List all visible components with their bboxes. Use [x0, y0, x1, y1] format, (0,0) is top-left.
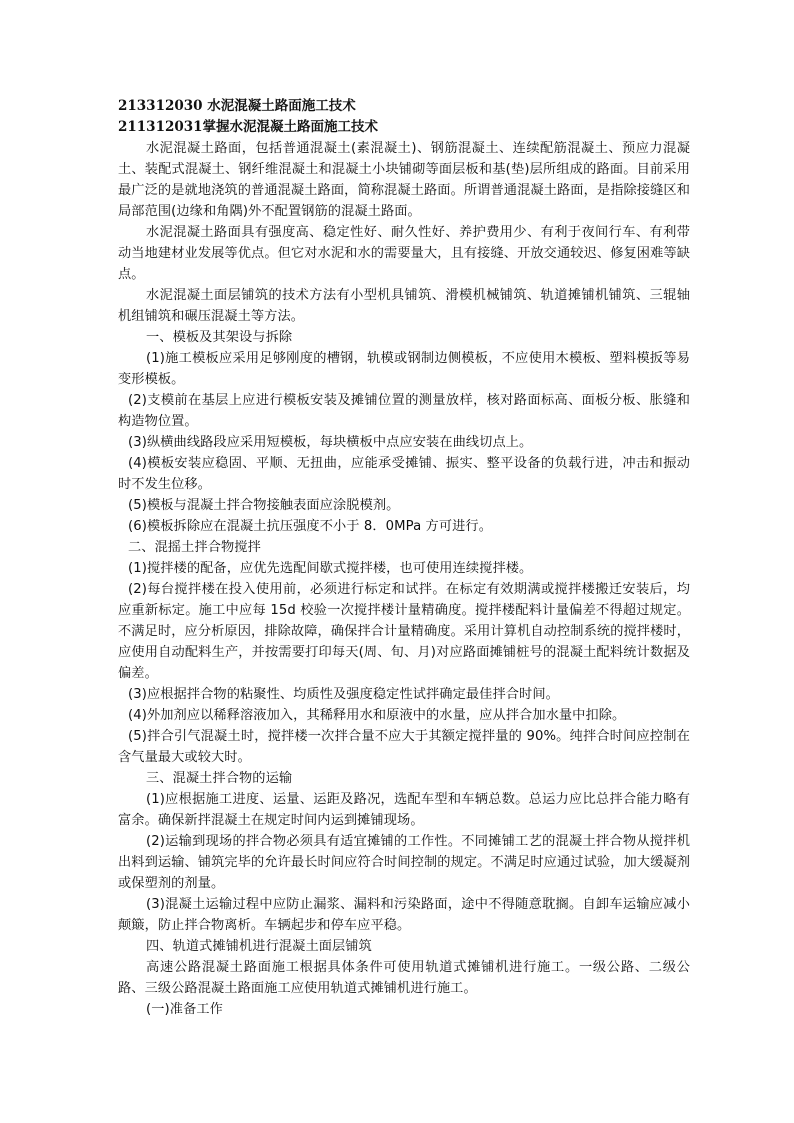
- list-item: (2)运输到现场的拌合物必须具有适宜摊铺的工作性。不同摊铺工艺的混凝土拌合物从搅拌机出料到运输、铺筑完毕的允许最长时间应符合时间控制的规定。不满足时应通过试验，加大缓凝剂或保塑剂的剂量。: [118, 834, 690, 891]
- list-item: (5)模板与混凝土拌合物接触表面应涂脱模剂。: [128, 498, 400, 513]
- list-item: (3)应根据拌合物的粘聚性、均质性及强度稳定性试拌确定最佳拌合时间。: [128, 687, 559, 702]
- list-item: (3)纵横曲线路段应采用短模板，每块横板中点应安装在曲线切点上。: [128, 435, 533, 450]
- list-item: (1)搅拌楼的配备，应优先选配间歇式搅拌楼，也可使用连续搅拌楼。: [128, 561, 533, 576]
- list-item: (3)混凝土运输过程中应防止漏浆、漏料和污染路面，途中不得随意耽搁。自卸车运输应减小颠簸，防止拌合物离析。车辆起步和停车应平稳。: [118, 897, 690, 933]
- paragraph-paver: 高速公路混凝土路面施工根据具体条件可使用轨道式摊铺机进行施工。一级公路、二级公路、三级公路混凝土路面施工应使用轨道式摊铺机进行施工。: [118, 960, 690, 996]
- paragraph-methods: 水泥混凝土面层铺筑的技术方法有小型机具铺筑、滑模机械铺筑、轨道摊铺机铺筑、三辊轴机组铺筑和碾压混凝土等方法。: [118, 288, 690, 324]
- subheading-transport: 三、混凝土拌合物的运输: [146, 771, 293, 786]
- subheading-mixing: 二、混摇土拌合物搅拌: [128, 540, 261, 555]
- list-item: (2)支模前在基层上应进行模板安装及摊铺位置的测量放样，核对路面标高、面板分板、胀缝和构造物位置。: [118, 393, 690, 429]
- subheading-paver: 四、轨道式摊铺机进行混凝土面层铺筑: [146, 939, 372, 954]
- paragraph-intro: 水泥混凝土路面，包括普通混凝土(素混凝土)、钢筋混凝土、连续配筋混凝土、预应力混凝土、装配式混凝土、钢纤维混凝土和混凝土小块铺砌等面层板和基(垫)层所组成的路面。目前采用最广泛的是就地浇筑的普通混凝土路面，简称混凝土路面。所谓普通混凝土路面，是指除接缝区和局部范围(边缘和角隅)外不配置钢筋的混凝土路面。: [118, 141, 690, 219]
- subheading-formwork: 一、模板及其架设与拆除: [146, 330, 293, 345]
- document-page: [118, 96, 690, 1020]
- list-item: (1)施工模板应采用足够刚度的槽钢，轨模或钢制边侧模板，不应使用木模板、塑料模扳等易变形模板。: [118, 351, 690, 387]
- paragraph-advantages: 水泥混凝土路面具有强度高、稳定性好、耐久性好、养护费用少、有利于夜间行车、有利带动当地建材业发展等优点。但它对水泥和水的需要量大，且有接缝、开放交通较迟、修复困难等缺点。: [118, 225, 690, 282]
- list-item: (5)拌合引气混凝土时，搅拌楼一次拌合量不应大于其额定搅拌量的 90%。纯拌合时间应控制在含气量最大或较大时。: [118, 729, 690, 765]
- subsection-heading: 211312031掌握水泥混凝土路面施工技术: [118, 119, 379, 135]
- section-heading: 213312030 水泥混凝土路面施工技术: [118, 98, 356, 114]
- list-item: (6)模板拆除应在混凝土抗压强度不小于 8．0MPa 方可进行。: [128, 519, 492, 534]
- list-item: (4)模板安装应稳固、平顺、无扭曲，应能承受摊铺、振实、整平设备的负载行进，冲击和振动时不发生位移。: [118, 456, 690, 492]
- subheading-preparation: (一)准备工作: [146, 1002, 223, 1017]
- list-item: (2)每台搅拌楼在投入使用前，必须进行标定和试拌。在标定有效期满或搅拌楼搬迁安装后，均应重新标定。施工中应每 15d 校验一次搅拌楼计量精确度。搅拌楼配料计量偏差不得超过规定。不满足时，应分析原因，排除故障，确保拌合计量精确度。采用计算机自动控制系统的搅拌楼时，应使用自动配料生产，并按需要打印每天(周、旬、月)对应路面摊铺桩号的混凝土配料统计数据及偏差。: [118, 582, 690, 681]
- list-item: (1)应根据施工进度、运量、运距及路况，选配车型和车辆总数。总运力应比总拌合能力略有富余。确保新拌混凝土在规定时间内运到摊铺现场。: [118, 792, 690, 828]
- list-item: (4)外加剂应以稀释溶液加入，其稀释用水和原液中的水量，应从拌合加水量中扣除。: [128, 708, 626, 723]
